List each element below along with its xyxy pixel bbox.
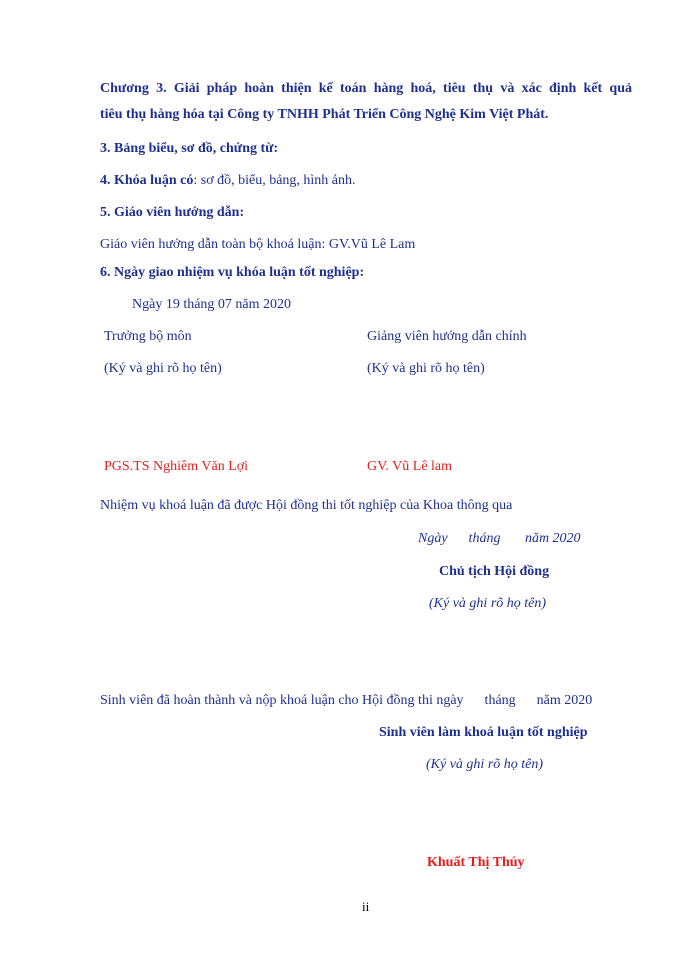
- council-title: Chủ tịch Hội đồng: [439, 564, 550, 579]
- student-name: Khuất Thị Thúy: [427, 855, 525, 870]
- council-signature-note: (Ký và ghi rõ họ tên): [429, 596, 547, 611]
- section3-heading: 3. Bảng biểu, sơ đồ, chứng từ:: [100, 141, 279, 156]
- advisor-signature-note: (Ký và ghi rõ họ tên): [367, 361, 485, 376]
- section5-value: Giáo viên hướng dẫn toàn bộ khoá luận: GV.Vũ Lê Lam: [100, 237, 416, 252]
- section4-value: : sơ đồ, biểu, bảng, hình ảnh.: [193, 173, 356, 188]
- section5-heading: 5. Giáo viên hướng dẫn:: [100, 205, 245, 220]
- advisor-title: Giảng viên hướng dẫn chính: [367, 329, 527, 344]
- advisor-name: GV. Vũ Lê lam: [367, 459, 453, 474]
- section4-line: [100, 172, 356, 190]
- page-number: ii: [362, 899, 370, 914]
- council-date: Ngày tháng năm 2020: [418, 531, 581, 546]
- student-signature-note: (Ký và ghi rõ họ tên): [426, 757, 544, 772]
- student-statement: Sinh viên đã hoàn thành và nộp khoá luận cho Hội đồng thi ngày tháng năm 2020: [100, 693, 593, 708]
- head-name: PGS.TS Nghiêm Văn Lợi: [104, 459, 249, 474]
- section6-heading: 6. Ngày giao nhiệm vụ khóa luận tốt nghiệp:: [100, 265, 365, 280]
- council-statement: Nhiệm vụ khoá luận đã được Hội đồng thi tốt nghiệp của Khoa thông qua: [100, 498, 513, 513]
- chapter3-line1: Chương 3. Giải pháp hoàn thiện kế toán hàng hoá, tiêu thụ và xác định kết quả: [100, 81, 632, 96]
- head-title: Trưởng bộ môn: [104, 329, 192, 344]
- section6-date: Ngày 19 tháng 07 năm 2020: [132, 297, 292, 312]
- head-signature-note: (Ký và ghi rõ họ tên): [104, 361, 222, 376]
- section4-heading: 4. Khóa luận có: [100, 173, 194, 188]
- student-title: Sinh viên làm khoá luận tốt nghiệp: [379, 725, 588, 740]
- chapter3-line2: tiêu thụ hàng hóa tại Công ty TNHH Phát Triển Công Nghệ Kim Việt Phát.: [100, 107, 549, 122]
